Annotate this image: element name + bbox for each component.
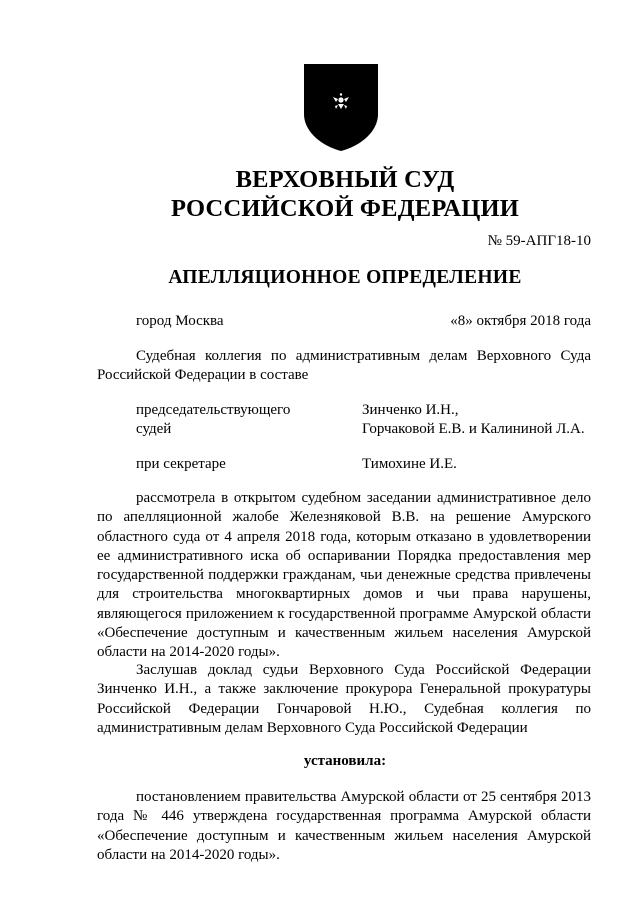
coat-of-arms-icon xyxy=(302,62,380,152)
intro-paragraph: Судебная коллегия по административным делам Верховного Суда Российской Федерации в составе xyxy=(97,348,591,384)
document-title: АПЕЛЛЯЦИОННОЕ ОПРЕДЕЛЕНИЕ xyxy=(168,267,522,288)
city: город Москва xyxy=(136,313,224,329)
coat-of-arms-emblem xyxy=(302,62,380,152)
established-heading: установила: xyxy=(303,753,387,769)
judges-label: судей xyxy=(136,421,172,437)
resolution-paragraph: постановлением правительства Амурской области от 25 сентября 2013 года № 446 утверждена государственная программа Амурской области «Обеспечение доступным и качественным жильем населения Амурской области на 2014-2020 годы». xyxy=(97,789,591,863)
secretary-name: Тимохине И.Е. xyxy=(362,456,457,472)
presiding-name: Зинченко И.Н., xyxy=(362,402,459,418)
heard-paragraph: Заслушав доклад судьи Верховного Суда Российской Федерации Зинченко И.Н., а также заключение прокурора Генеральной прокуратуры Российской Федерации Гончаровой Н.Ю., Судебная коллегия по административным делам Верховного Суда Российской Федерации xyxy=(97,662,591,736)
judges-names: Горчаковой Е.В. и Калининой Л.А. xyxy=(362,421,585,437)
secretary-label: при секретаре xyxy=(136,456,226,472)
presiding-label: председательствующего xyxy=(136,402,291,418)
court-name-line1: ВЕРХОВНЫЙ СУД xyxy=(235,166,455,193)
case-number: № 59-АПГ18-10 xyxy=(487,233,591,249)
court-name-line2: РОССИЙСКОЙ ФЕДЕРАЦИИ xyxy=(170,195,520,222)
decision-date: «8» октября 2018 года xyxy=(450,313,591,329)
considered-paragraph: рассмотрела в открытом судебном заседании административное дело по апелляционной жалобе Железняковой В.В. на решение Амурского областного суда от 4 апреля 2018 года, которым отказано в удовлетворении ее административного иска об оспаривании Порядка предоставления мер государственной поддержки гражданам, чьи денежные средства привлечены для строительства многоквартирных домов и чьи права нарушены, являющегося приложением к государственной программе Амурской области «Обеспечение доступным и качественным жильем населения Амурской области на 2014-2020 годы». xyxy=(97,490,591,661)
